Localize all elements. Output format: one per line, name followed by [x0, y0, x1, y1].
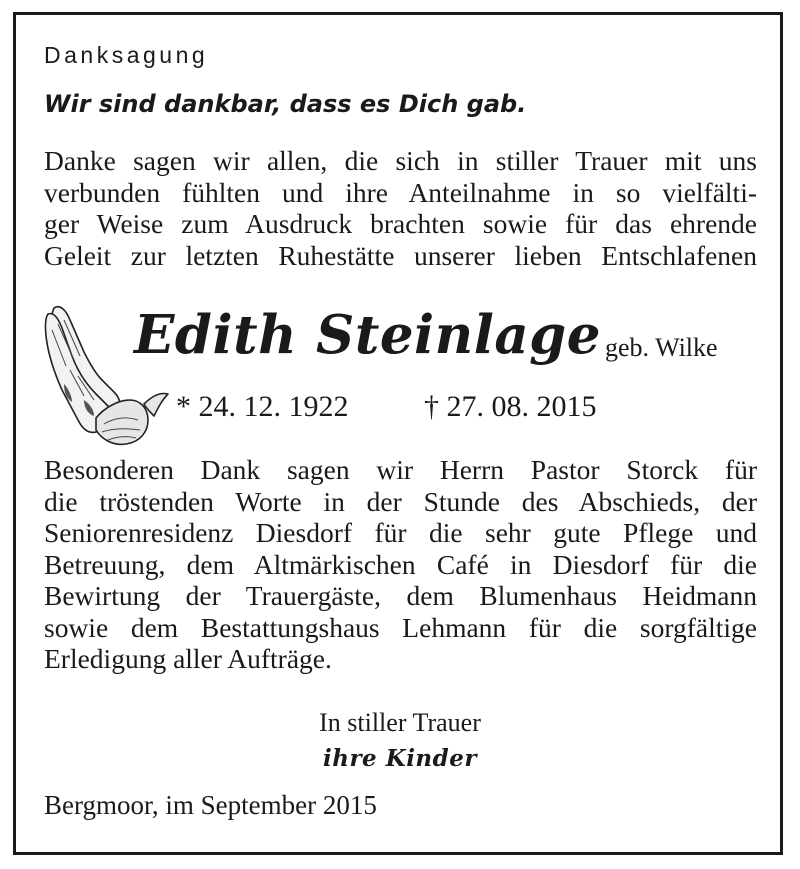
intro-line: Geleit zur letzten Ruhestätte unserer lieben Entschlafenen	[44, 239, 757, 271]
place-date: Bergmoor, im September 2015	[44, 790, 377, 820]
deceased-born-name: geb. Wilke	[605, 333, 718, 362]
thanks-paragraph	[44, 454, 757, 675]
thanks-line: sowie dem Bestattungshaus Lehmann für die sorgfältige	[44, 611, 757, 643]
thanks-line: Betreuung, dem Altmärkischen Café in Diesdorf für die	[44, 548, 757, 580]
thanks-line: die tröstenden Worte in der Stunde des Abschieds, der	[44, 485, 757, 517]
intro-line: ger Weise zum Ausdruck brachten sowie für das ehrende	[44, 208, 757, 239]
closing-line: In stiller Trauer	[319, 708, 481, 737]
closing-signature: ihre Kinder	[322, 745, 477, 772]
thanks-line: Erledigung aller Aufträge.	[44, 643, 332, 674]
notice-heading: Danksagung	[44, 42, 209, 68]
birth-date: * 24. 12. 1922	[176, 390, 349, 423]
deceased-name: Edith Steinlage	[134, 304, 601, 366]
intro-line: verbunden fühlten und ihre Anteilnahme in so vielfälti-	[44, 176, 757, 208]
closing-block	[0, 706, 800, 776]
thanks-line: Besonderen Dank sagen wir Herrn Pastor Storck für	[44, 454, 757, 485]
intro-line: Danke sagen wir allen, die sich in stiller Trauer mit uns	[44, 145, 757, 176]
intro-paragraph	[44, 145, 757, 271]
thanks-line: Seniorenresidenz Diesdorf für die sehr gute Pflege und	[44, 517, 757, 548]
death-date: † 27. 08. 2015	[424, 390, 597, 423]
thanks-line: Bewirtung der Trauergäste, dem Blumenhaus Heidmann	[44, 580, 757, 611]
notice-motto: Wir sind dankbar, dass es Dich gab.	[44, 90, 527, 118]
